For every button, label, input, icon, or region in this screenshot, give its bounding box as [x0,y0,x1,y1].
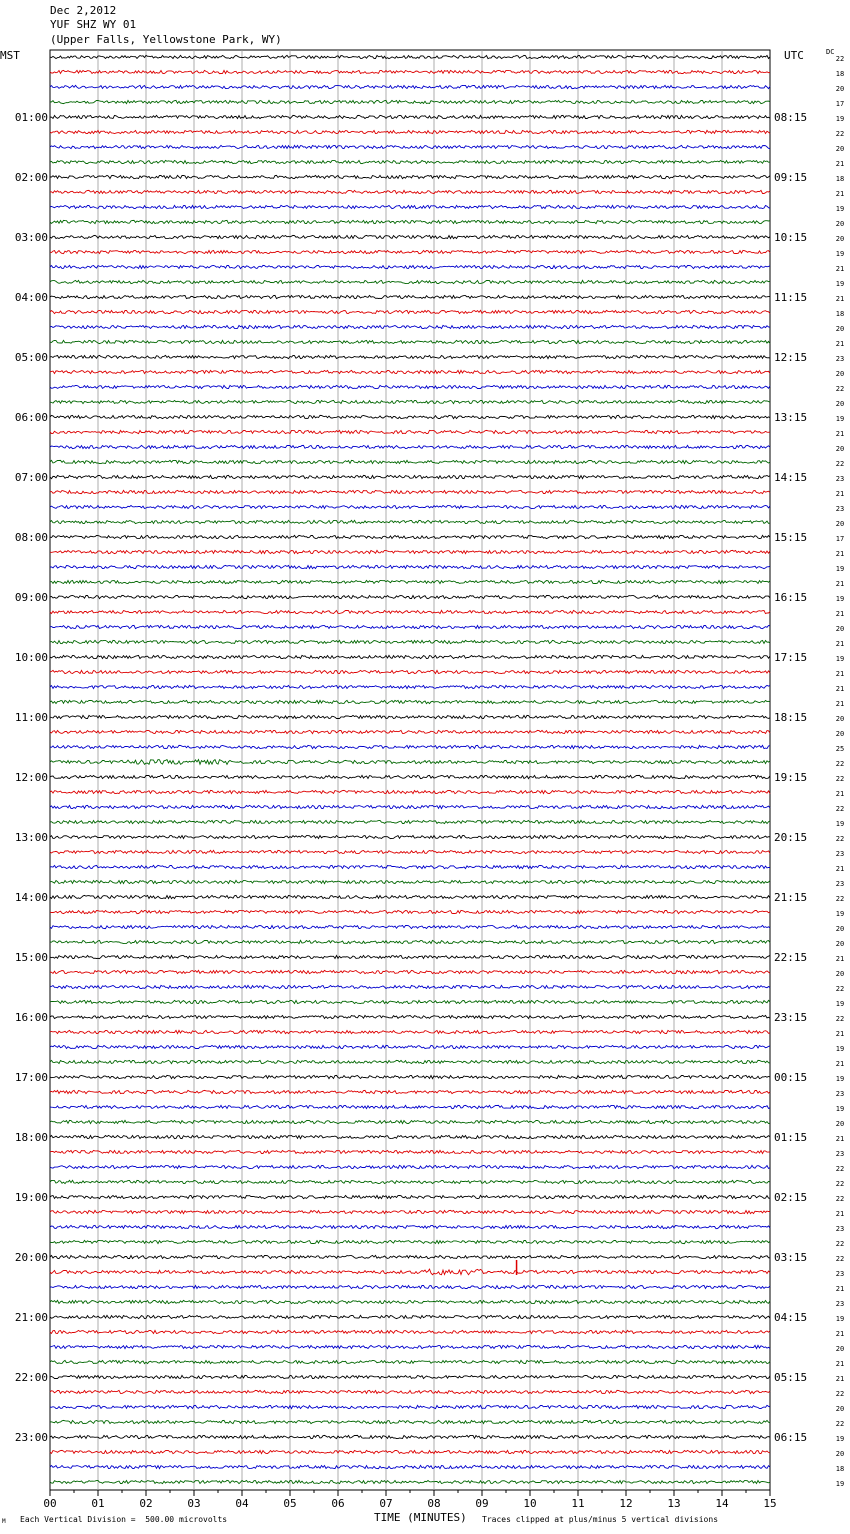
dc-offset-label: 19 [835,1045,845,1053]
right-hour-label: 05:15 [774,1371,808,1384]
left-hour-label: 13:00 [14,831,48,844]
right-hour-label: 01:15 [774,1131,808,1144]
trace-line [50,310,770,313]
x-tick-label: 10 [523,1497,537,1510]
x-tick-label: 14 [715,1497,729,1510]
left-hour-label: 14:00 [14,891,48,904]
axis-labels [15,55,844,1510]
dc-offset-label: 20 [835,940,845,948]
dc-offset-label: 21 [835,580,845,588]
dc-offset-label: 18 [835,70,845,78]
x-tick-label: 07 [379,1497,393,1510]
dc-offset-label: 23 [835,880,845,888]
trace-line [50,445,770,448]
left-hour-label: 03:00 [14,231,48,244]
dc-offset-label: 21 [835,790,845,798]
dc-offset-label: 22 [835,775,845,783]
dc-offset-label: 21 [835,955,845,963]
dc-offset-label: 20 [835,730,845,738]
trace-line [50,145,770,148]
right-hour-label: 00:15 [774,1071,808,1084]
dc-offset-label: 21 [835,1030,845,1038]
dc-offset-label: 22 [835,895,845,903]
dc-label: DC [826,48,835,56]
x-tick-label: 00 [43,1497,57,1510]
trace-line [50,475,770,478]
station-label: YUF SHZ WY 01 [50,18,137,31]
left-hour-label: 01:00 [14,111,48,124]
right-hour-label: 14:15 [774,471,808,484]
trace-line [50,385,770,388]
x-tick-label: 05 [283,1497,297,1510]
right-hour-label: 04:15 [774,1311,808,1324]
trace-line [50,490,770,493]
clip-note: Traces clipped at plus/minus 5 vertical divisions [482,1515,719,1524]
dc-offset-label: 19 [835,565,845,573]
right-hour-label: 17:15 [774,651,808,664]
right-hour-label: 18:15 [774,711,808,724]
dc-offset-label: 21 [835,1210,845,1218]
dc-offset-label: 21 [835,160,845,168]
left-hour-label: 16:00 [14,1011,48,1024]
dc-offset-label: 20 [835,220,845,228]
trace-line [50,1345,770,1348]
dc-offset-label: 22 [835,760,845,768]
trace-line [50,775,770,778]
left-hour-label: 07:00 [14,471,48,484]
dc-offset-label: 23 [835,505,845,513]
dc-offset-label: 22 [835,1240,845,1248]
right-hour-label: 15:15 [774,531,808,544]
trace-line [50,1405,770,1408]
dc-offset-label: 19 [835,1000,845,1008]
x-tick-label: 06 [331,1497,345,1510]
dc-offset-label: 21 [835,190,845,198]
right-hour-label: 06:15 [774,1431,808,1444]
dc-offset-label: 20 [835,520,845,528]
trace-line [50,835,770,838]
dc-offset-label: 21 [835,295,845,303]
dc-offset-label: 19 [835,1075,845,1083]
trace-line [50,250,770,253]
trace-line [50,685,770,688]
footer-mark: M [2,1518,6,1525]
left-hour-label: 18:00 [14,1131,48,1144]
trace-line [50,1135,770,1138]
trace-line [50,1465,770,1468]
dc-offset-label: 23 [835,1090,845,1098]
trace-line [50,1375,770,1378]
left-hour-label: 23:00 [14,1431,48,1444]
trace-line [50,1150,770,1153]
trace-line [50,550,770,553]
trace-line [50,415,770,418]
trace-line [50,580,770,583]
trace-line [50,910,770,913]
trace-line [50,640,770,643]
dc-offset-label: 19 [835,910,845,918]
dc-offset-label: 21 [835,640,845,648]
dc-offset-label: 19 [835,1315,845,1323]
dc-offset-label: 23 [835,1150,845,1158]
dc-offset-label: 22 [835,1015,845,1023]
trace-line [50,1269,770,1275]
x-tick-label: 09 [475,1497,489,1510]
date-label: Dec 2,2012 [50,4,117,17]
trace-line [50,865,770,868]
dc-offset-label: 21 [835,610,845,618]
left-hour-label: 15:00 [14,951,48,964]
trace-line [50,760,770,765]
dc-offset-label: 21 [835,550,845,558]
dc-offset-label: 20 [835,1120,845,1128]
dc-offset-label: 22 [835,805,845,813]
dc-offset-label: 20 [835,325,845,333]
dc-offset-label: 22 [835,985,845,993]
dc-offset-label: 21 [835,340,845,348]
dc-offset-label: 20 [835,235,845,243]
left-hour-label: 22:00 [14,1371,48,1384]
dc-offset-label: 21 [835,1375,845,1383]
dc-offset-label: 23 [835,355,845,363]
left-timezone-label: MST [0,49,20,62]
scale-note: Each Vertical Division = 500.00 microvolts [20,1515,228,1524]
dc-offset-label: 21 [835,685,845,693]
x-tick-label: 11 [571,1497,585,1510]
trace-line [50,1000,770,1003]
right-hour-label: 11:15 [774,291,808,304]
trace-line [50,925,770,928]
dc-offset-label: 20 [835,1345,845,1353]
left-hour-label: 10:00 [14,651,48,664]
trace-line [50,730,770,733]
trace-line [50,265,770,268]
dc-offset-label: 18 [835,310,845,318]
trace-line [50,790,770,793]
dc-offset-label: 22 [835,1180,845,1188]
dc-offset-label: 23 [835,1270,845,1278]
trace-line [50,625,770,628]
dc-offset-label: 22 [835,1420,845,1428]
left-hour-label: 21:00 [14,1311,48,1324]
trace-line [50,595,770,598]
trace-line [50,1210,770,1213]
x-tick-label: 15 [763,1497,777,1510]
right-timezone-label: UTC [784,49,804,62]
trace-line [50,985,770,988]
x-tick-label: 12 [619,1497,633,1510]
left-hour-label: 06:00 [14,411,48,424]
trace-line [50,970,770,973]
dc-offset-label: 18 [835,175,845,183]
dc-offset-label: 19 [835,1105,845,1113]
trace-line [50,1045,770,1048]
dc-offset-label: 19 [835,655,845,663]
right-hour-label: 02:15 [774,1191,808,1204]
dc-offset-label: 19 [835,1480,845,1488]
trace-line [50,565,770,568]
left-hour-label: 17:00 [14,1071,48,1084]
trace-line [50,1015,770,1018]
dc-offset-label: 23 [835,475,845,483]
x-tick-label: 02 [139,1497,153,1510]
right-hour-label: 23:15 [774,1011,808,1024]
trace-line [50,130,770,133]
left-hour-label: 08:00 [14,531,48,544]
left-hour-label: 05:00 [14,351,48,364]
dc-offset-label: 21 [835,1360,845,1368]
x-axis-title: TIME (MINUTES) [374,1511,467,1524]
right-hour-label: 10:15 [774,231,808,244]
dc-offset-label: 18 [835,1465,845,1473]
left-hour-label: 11:00 [14,711,48,724]
dc-offset-label: 19 [835,205,845,213]
dc-offset-label: 20 [835,85,845,93]
left-hour-label: 12:00 [14,771,48,784]
trace-line [50,535,770,538]
trace-line [50,1105,770,1108]
trace-line [50,1060,770,1063]
trace-line [50,430,770,433]
dc-offset-label: 17 [835,100,845,108]
trace-line [50,520,770,523]
dc-offset-label: 22 [835,1390,845,1398]
dc-offset-label: 20 [835,970,845,978]
x-tick-label: 01 [91,1497,105,1510]
dc-offset-label: 20 [835,400,845,408]
dc-offset-label: 19 [835,250,845,258]
dc-offset-label: 23 [835,1300,845,1308]
trace-line [50,505,770,508]
left-hour-label: 09:00 [14,591,48,604]
trace-line [50,1360,770,1363]
trace-line [50,1285,770,1288]
left-hour-label: 04:00 [14,291,48,304]
right-hour-label: 13:15 [774,411,808,424]
trace-line [50,655,770,658]
trace-line [50,100,770,103]
right-hour-label: 03:15 [774,1251,808,1264]
dc-offset-label: 19 [835,595,845,603]
x-tick-label: 08 [427,1497,441,1510]
trace-line [50,1120,770,1123]
right-hour-label: 19:15 [774,771,808,784]
trace-line [50,355,770,358]
dc-offset-label: 25 [835,745,845,753]
trace-line [50,1480,770,1483]
trace-line [50,1180,770,1183]
trace-line [50,205,770,208]
dc-offset-label: 21 [835,865,845,873]
trace-group [50,55,770,1483]
trace-line [50,1300,770,1303]
trace-line [50,1225,770,1228]
trace-line [50,895,770,898]
trace-line [50,55,770,58]
dc-offset-label: 21 [835,490,845,498]
trace-line [50,1030,770,1033]
dc-offset-label: 21 [835,1330,845,1338]
trace-line [50,1090,770,1093]
trace-line [50,325,770,328]
trace-line [50,1165,770,1168]
dc-offset-label: 21 [835,670,845,678]
trace-line [50,1255,770,1258]
x-tick-label: 04 [235,1497,249,1510]
dc-offset-label: 21 [835,1135,845,1143]
trace-line [50,820,770,823]
trace-line [50,1390,770,1393]
dc-offset-label: 20 [835,445,845,453]
dc-offset-label: 22 [835,1195,845,1203]
trace-line [50,1450,770,1453]
trace-line [50,370,770,373]
dc-offset-label: 19 [835,1435,845,1443]
dc-offset-label: 22 [835,835,845,843]
dc-offset-label: 20 [835,145,845,153]
left-hour-label: 02:00 [14,171,48,184]
trace-line [50,220,770,223]
dc-offset-label: 22 [835,130,845,138]
trace-line [50,1315,770,1318]
trace-line [50,460,770,463]
dc-offset-label: 20 [835,625,845,633]
dc-offset-label: 21 [835,430,845,438]
dc-offset-label: 22 [835,1255,845,1263]
location-label: (Upper Falls, Yellowstone Park, WY) [50,33,282,46]
trace-line [50,340,770,343]
x-tick-label: 03 [187,1497,201,1510]
dc-offset-label: 22 [835,1165,845,1173]
dc-offset-label: 21 [835,700,845,708]
dc-offset-label: 20 [835,715,845,723]
trace-line [50,160,770,163]
dc-offset-label: 19 [835,115,845,123]
dc-offset-label: 19 [835,415,845,423]
right-hour-label: 16:15 [774,591,808,604]
trace-line [50,190,770,193]
dc-offset-label: 19 [835,820,845,828]
right-hour-label: 21:15 [774,891,808,904]
trace-line [50,700,770,703]
trace-line [50,1330,770,1333]
trace-line [50,400,770,403]
trace-line [50,955,770,958]
trace-line [50,850,770,853]
dc-offset-label: 23 [835,1225,845,1233]
trace-line [50,235,770,238]
trace-line [50,715,770,718]
trace-line [50,295,770,298]
trace-line [50,1195,770,1198]
dc-offset-label: 20 [835,1450,845,1458]
trace-line [50,175,770,178]
x-tick-label: 13 [667,1497,681,1510]
dc-offset-label: 23 [835,850,845,858]
dc-offset-label: 20 [835,1405,845,1413]
trace-line [50,115,770,118]
dc-offset-label: 22 [835,55,845,63]
dc-offset-label: 20 [835,370,845,378]
trace-line [50,670,770,673]
dc-offset-label: 20 [835,925,845,933]
dc-offset-label: 22 [835,385,845,393]
trace-line [50,85,770,88]
right-hour-label: 12:15 [774,351,808,364]
trace-line [50,1435,770,1438]
trace-line [50,70,770,73]
right-hour-label: 20:15 [774,831,808,844]
dc-offset-label: 21 [835,1285,845,1293]
dc-offset-label: 22 [835,460,845,468]
trace-line [50,1240,770,1243]
trace-line [50,745,770,748]
right-hour-label: 08:15 [774,111,808,124]
trace-line [50,610,770,613]
trace-line [50,805,770,808]
trace-line [50,1420,770,1423]
trace-line [50,880,770,883]
left-hour-label: 20:00 [14,1251,48,1264]
right-hour-label: 09:15 [774,171,808,184]
trace-line [50,280,770,283]
dc-offset-label: 21 [835,265,845,273]
right-hour-label: 22:15 [774,951,808,964]
trace-line [50,940,770,943]
dc-offset-label: 19 [835,280,845,288]
dc-offset-label: 21 [835,1060,845,1068]
dc-offset-label: 17 [835,535,845,543]
trace-line [50,1075,770,1078]
left-hour-label: 19:00 [14,1191,48,1204]
